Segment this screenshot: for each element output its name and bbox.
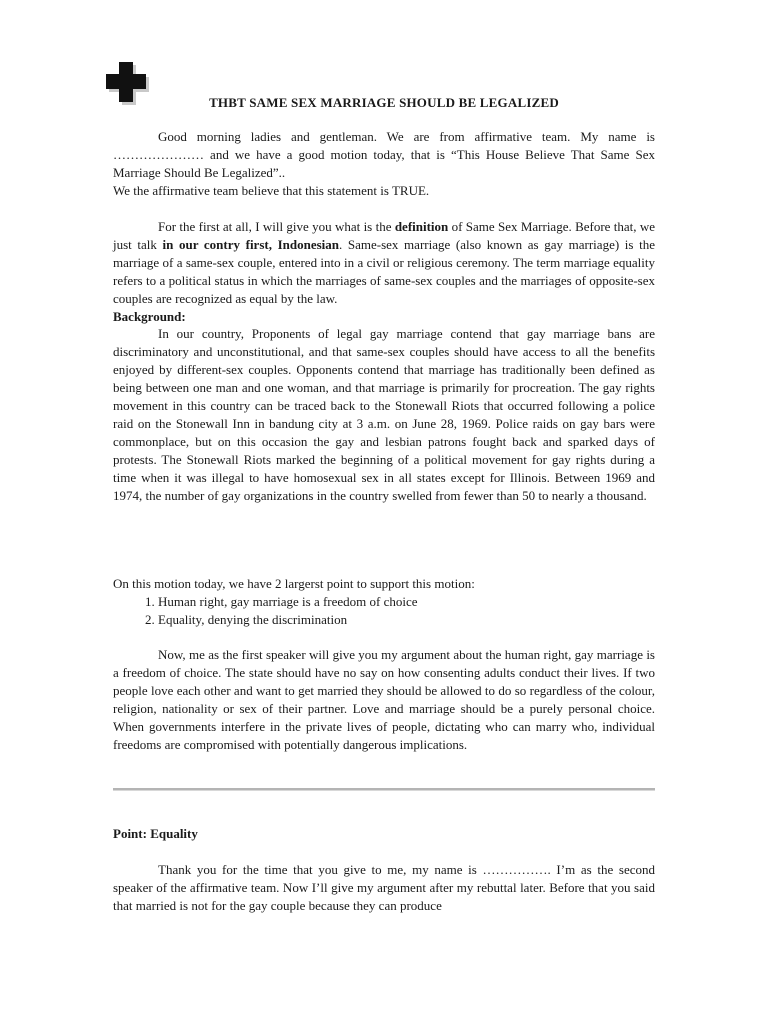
definition-bold-term: definition bbox=[394, 219, 449, 234]
definition-paragraph bbox=[113, 218, 655, 308]
background-paragraph: In our country, Proponents of legal gay marriage contend that gay marriage bans are discriminatory and unconstitutional, and that same-sex couples should have access to all the benefits enjoyed by different-sex couples. Opponents contend that marriage has traditionally been defined as being between one man and one woman, and that marriage is primarily for procreation. The gay rights movement in this country can be traced back to the Stonewall Riots that occurred following a police raid on the Stonewall Inn in bandung city at 3 a.m. on June 28, 1969. Police raids on gay bars were commonplace, but on this occasion the gay and lesbian patrons fought back and sparked days of protests. The Stonewall Riots marked the beginning of a political movement for gay rights during a time when it was illegal to have homosexual sex in all states except for Illinois. Between 1969 and 1974, the number of gay organizations in the country swelled from fewer than 50 to nearly a thousand. bbox=[113, 326, 655, 503]
motion-points-list bbox=[113, 593, 655, 629]
motion-point-item: 1. Human right, gay marriage is a freedom of choice bbox=[158, 593, 655, 611]
intro-statement: We the affirmative team believe that this statement is TRUE. bbox=[113, 182, 430, 198]
equality-paragraph: Thank you for the time that you give to me, my name is ……………. I’m as the second speaker of the affirmative team. Now I’ll give my argument after my rebuttal later. Before that you said that married is not for the gay couple because they can produce bbox=[113, 861, 655, 913]
motion-lead: On this motion today, we have 2 largerst point to support this motion: bbox=[113, 576, 475, 591]
definition-section bbox=[113, 218, 655, 505]
section-divider bbox=[113, 788, 655, 791]
intro-paragraph: Good morning ladies and gentleman. We are from affirmative team. My name is ………………… and we have a good motion today, that is “This House Believe That Same Sex Marriage Should Be Legalized”.. bbox=[113, 129, 655, 180]
equality-heading: Point: Equality bbox=[113, 826, 198, 841]
definition-text-3: . Same-sex marriage (also known as gay marriage) is the marriage of a same-sex couple, entered into in a civil or religious ceremony. The term marriage equality refers to a political status in which the marriages of same-sex couples and the marriages of opposite-sex couples are recognized as equal by the law. bbox=[113, 236, 655, 306]
definition-text-1: For the first at all, I will give you what is the bbox=[158, 219, 395, 234]
definition-bold-country: in our contry first, Indonesian bbox=[162, 236, 340, 252]
motion-point-item: 2. Equality, denying the discrimination bbox=[158, 611, 655, 629]
definition-text-2: of Same Sex Marriage. Before that, we just talk bbox=[113, 219, 656, 252]
equality-spacer bbox=[113, 843, 655, 861]
document-title: THBT SAME SEX MARRIAGE SHOULD BE LEGALIZED bbox=[209, 95, 559, 110]
cross-horizontal-bar bbox=[106, 74, 146, 89]
background-heading: Background: bbox=[113, 308, 186, 324]
intro-section bbox=[113, 128, 655, 200]
first-speaker-section bbox=[113, 646, 655, 753]
first-speaker-paragraph: Now, me as the first speaker will give you my argument about the human right, gay marriage is a freedom of choice. The state should have no say on how consenting adults conduct their lives. If two people love each other and want to get married they should be allowed to do so regardless of the colour, religion, nationality or sex of their partner. Love and marriage should be a purely personal choice. When governments interfere in the private lives of people, dictating who can marry who, individual freedoms are compromised with potentially dangerous implications. bbox=[113, 647, 655, 752]
motion-section bbox=[113, 575, 655, 629]
equality-section bbox=[113, 825, 655, 915]
